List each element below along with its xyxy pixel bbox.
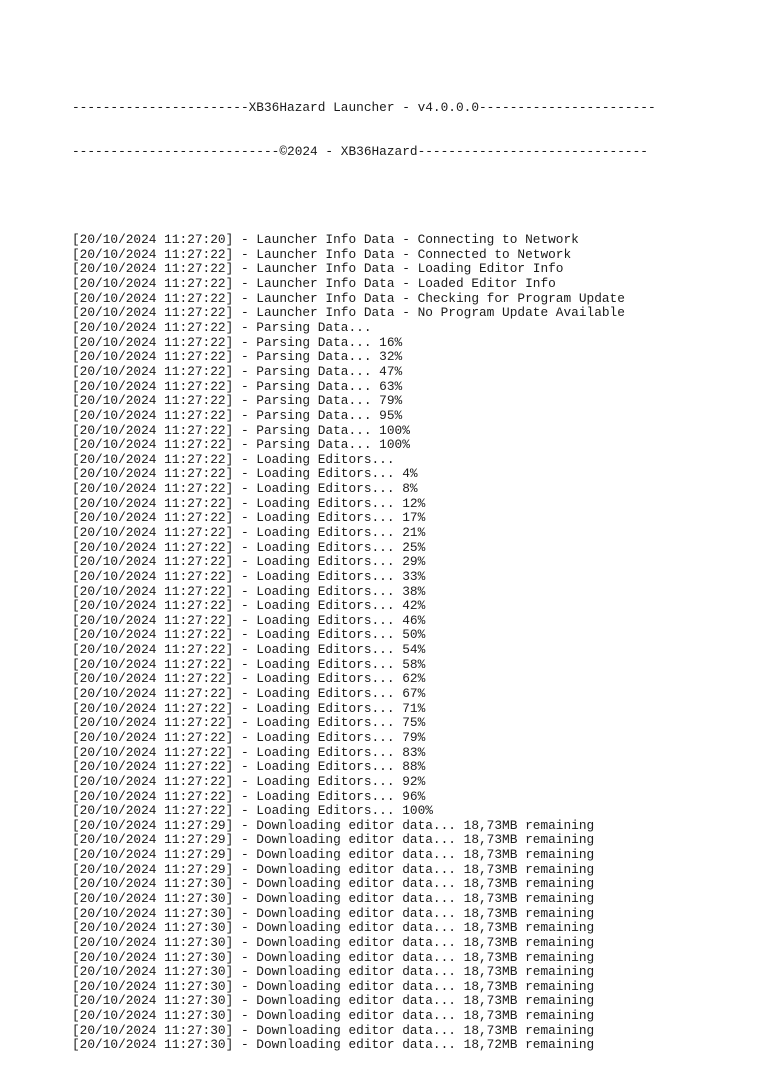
log-line: [20/10/2024 11:27:29] - Downloading editor data... 18,73MB remaining [72,861,595,877]
log-line: [20/10/2024 11:27:29] - Downloading editor data... 18,73MB remaining [72,832,595,848]
log-line: [20/10/2024 11:27:22] - Parsing Data... 47% [72,363,403,379]
log-line: [20/10/2024 11:27:22] - Loading Editors... 62% [72,671,426,687]
log-line: [20/10/2024 11:27:22] - Loading Editors... 71% [72,700,426,716]
log-line: [20/10/2024 11:27:30] - Downloading editor data... 18,73MB remaining [72,891,595,906]
log-line: [20/10/2024 11:27:22] - Parsing Data... [72,320,372,336]
log-line: [20/10/2024 11:27:30] - Downloading editor data... 18,73MB remaining [72,978,595,994]
log-line: [20/10/2024 11:27:29] - Downloading editor data... 18,73MB remaining [72,817,595,833]
log-line: [20/10/2024 11:27:20] - Launcher Info Data - Connecting to Network [72,232,579,248]
log-line: [20/10/2024 11:27:22] - Launcher Info Data - Connected to Network [72,246,572,262]
log-line: [20/10/2024 11:27:22] - Loading Editors... 100% [72,803,433,819]
log-line: [20/10/2024 11:27:30] - Downloading editor data... 18,73MB remaining [72,1022,595,1038]
log-line: [20/10/2024 11:27:22] - Loading Editors... 8% [72,481,418,497]
log-line: [20/10/2024 11:27:22] - Parsing Data... 100% [72,437,410,453]
log-line: [20/10/2024 11:27:22] - Loading Editors... 75% [72,715,426,731]
log-line: [20/10/2024 11:27:30] - Downloading editor data... 18,73MB remaining [72,934,595,950]
log-line: [20/10/2024 11:27:22] - Launcher Info Data - Loading Editor Info [72,261,564,277]
log-line: [20/10/2024 11:27:30] - Downloading editor data... 18,73MB remaining [72,876,595,892]
log-line: [20/10/2024 11:27:30] - Downloading editor data... 18,73MB remaining [72,920,595,936]
header-title-line: -----------------------XB36Hazard Launcher - v4.0.0.0----------------------- [72,100,656,116]
log-line: [20/10/2024 11:27:22] - Loading Editors... 92% [72,773,426,789]
log-line: [20/10/2024 11:27:22] - Loading Editors... 54% [72,642,426,658]
log-line: [20/10/2024 11:27:22] - Loading Editors... 88% [72,759,426,775]
header-copyright-line: ---------------------------©2024 - XB36Hazard------------------------------ [72,144,648,160]
log-line: [20/10/2024 11:27:29] - Downloading editor data... 18,73MB remaining [72,847,595,863]
log-line: [20/10/2024 11:27:22] - Loading Editors... [72,451,395,467]
log-line: [20/10/2024 11:27:22] - Loading Editors... 46% [72,612,426,628]
log-line: [20/10/2024 11:27:22] - Parsing Data... 100% [72,422,410,438]
log-line: [20/10/2024 11:27:22] - Loading Editors... 25% [72,539,426,555]
log-line: [20/10/2024 11:27:22] - Loading Editors... 4% [72,466,418,482]
log-line: [20/10/2024 11:27:22] - Parsing Data... 63% [72,378,403,394]
log-line: [20/10/2024 11:27:22] - Loading Editors... 50% [72,627,426,643]
log-line: [20/10/2024 11:27:30] - Downloading editor data... 18,73MB remaining [72,964,595,980]
log-line: [20/10/2024 11:27:22] - Parsing Data... 16% [72,334,403,350]
log-line: [20/10/2024 11:27:22] - Loading Editors... 38% [72,583,426,599]
log-line: [20/10/2024 11:27:30] - Downloading editor data... 18,73MB remaining [72,993,595,1009]
log-line: [20/10/2024 11:27:30] - Downloading editor data... 18,73MB remaining [72,1008,595,1024]
log-line: [20/10/2024 11:27:22] - Loading Editors... 17% [72,510,426,526]
log-line: [20/10/2024 11:27:30] - Downloading editor data... 18,73MB remaining [72,949,595,965]
log-line: [20/10/2024 11:27:22] - Loading Editors... 67% [72,686,426,702]
log-line: [20/10/2024 11:27:22] - Loading Editors... 21% [72,524,426,540]
log-list [72,233,656,1053]
log-line: [20/10/2024 11:27:22] - Loading Editors... 96% [72,788,426,804]
log-line: [20/10/2024 11:27:30] - Downloading editor data... 18,73MB remaining [72,905,595,921]
log-line: [20/10/2024 11:27:22] - Parsing Data... 95% [72,407,403,423]
log-line: [20/10/2024 11:27:22] - Loading Editors... 29% [72,554,426,570]
log-line: [20/10/2024 11:27:22] - Loading Editors... 33% [72,568,426,584]
console-output [72,72,656,1068]
log-line: [20/10/2024 11:27:22] - Launcher Info Data - Checking for Program Update [72,290,625,306]
log-line: [20/10/2024 11:27:22] - Launcher Info Data - Loaded Editor Info [72,276,556,292]
log-line: [20/10/2024 11:27:22] - Loading Editors... 83% [72,744,426,760]
header-spacer [72,189,656,204]
log-line: [20/10/2024 11:27:22] - Loading Editors... 79% [72,729,426,745]
log-line: [20/10/2024 11:27:22] - Loading Editors... 12% [72,495,426,511]
log-line: [20/10/2024 11:27:22] - Parsing Data... 32% [72,349,403,365]
log-line: [20/10/2024 11:27:22] - Parsing Data... 79% [72,393,403,409]
log-line: [20/10/2024 11:27:22] - Loading Editors... 58% [72,656,426,672]
log-line: [20/10/2024 11:27:22] - Loading Editors... 42% [72,598,426,614]
log-line: [20/10/2024 11:27:30] - Downloading editor data... 18,72MB remaining [72,1037,595,1053]
log-line: [20/10/2024 11:27:22] - Launcher Info Data - No Program Update Available [72,305,625,321]
